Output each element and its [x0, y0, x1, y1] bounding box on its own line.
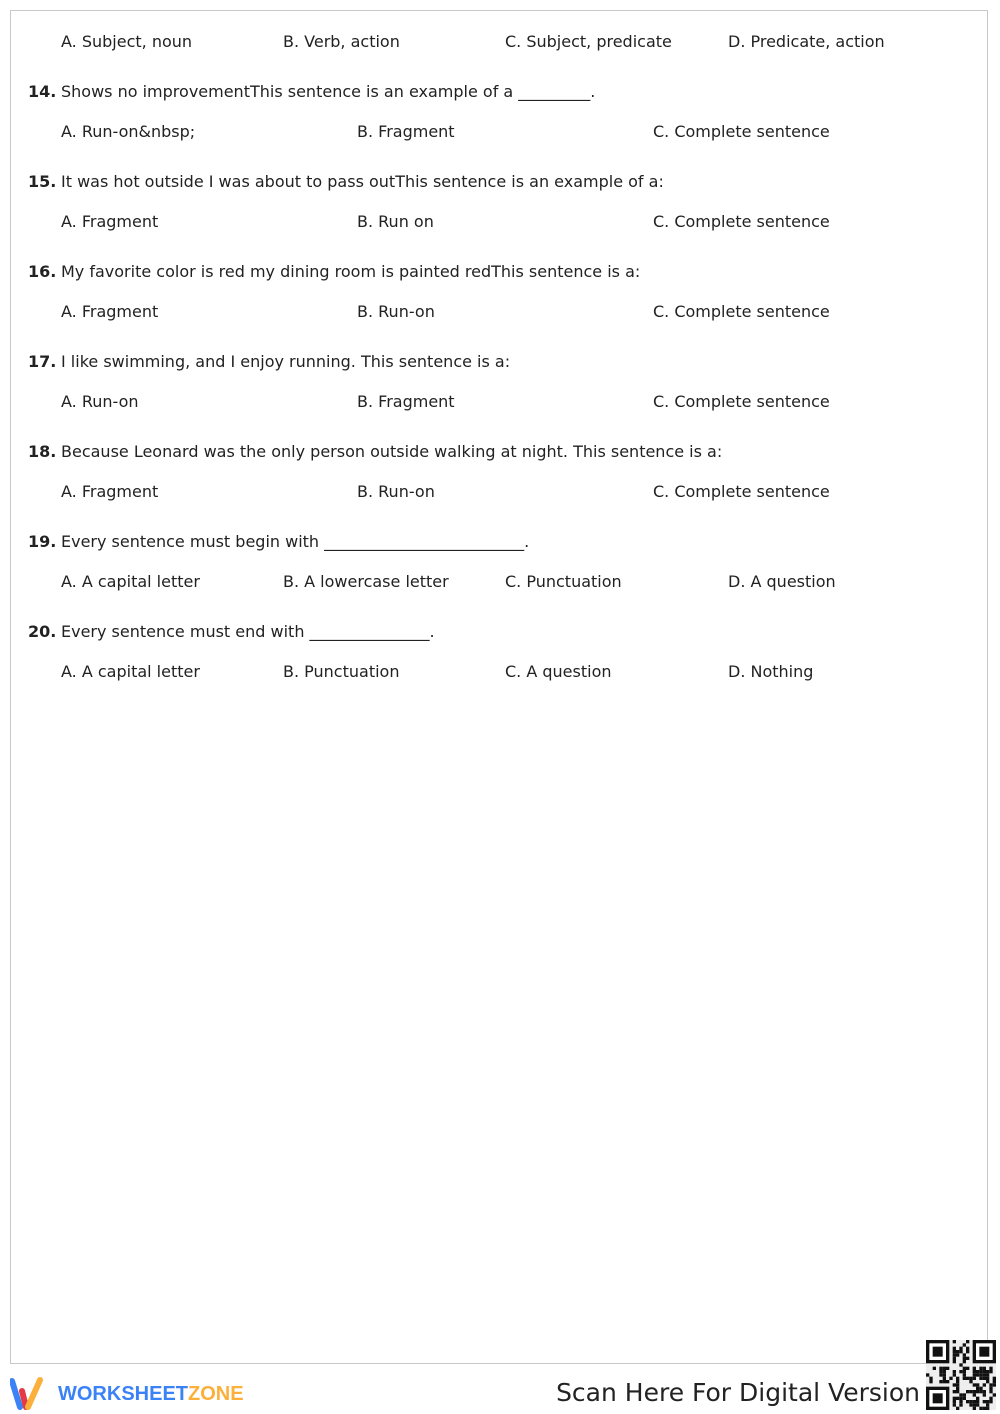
- option-a[interactable]: A. Fragment: [61, 302, 159, 321]
- answer-options: [0, 482, 1000, 532]
- brand-name: WORKSHEETZONE: [58, 1382, 244, 1405]
- answer-options: [0, 572, 1000, 622]
- logo-w-icon: [10, 1377, 50, 1411]
- question: [0, 622, 1000, 662]
- option-d[interactable]: D. Nothing: [728, 662, 814, 681]
- option-c[interactable]: C. Complete sentence: [653, 302, 830, 321]
- question-number: 16.: [28, 262, 57, 281]
- question-number: 15.: [28, 172, 57, 191]
- answer-options: [0, 212, 1000, 262]
- question-text: My favorite color is red my dining room is painted redThis sentence is a:: [61, 262, 641, 281]
- option-a[interactable]: A. Run-on: [61, 392, 139, 411]
- option-b[interactable]: B. Run-on: [357, 302, 435, 321]
- question-number: 14.: [28, 82, 57, 101]
- option-a[interactable]: A. Fragment: [61, 212, 159, 231]
- question-text: Every sentence must end with _______________.: [61, 622, 435, 641]
- question: [0, 352, 1000, 392]
- option-c[interactable]: C. A question: [505, 662, 612, 681]
- qr-code[interactable]: [926, 1340, 996, 1410]
- option-b[interactable]: B. Verb, action: [283, 32, 400, 51]
- option-c[interactable]: C. Complete sentence: [653, 392, 830, 411]
- question: [0, 532, 1000, 572]
- question-text: Because Leonard was the only person outside walking at night. This sentence is a:: [61, 442, 723, 461]
- option-d[interactable]: D. Predicate, action: [728, 32, 885, 51]
- option-b[interactable]: B. Fragment: [357, 122, 455, 141]
- question: [0, 442, 1000, 482]
- question-text: I like swimming, and I enjoy running. This sentence is a:: [61, 352, 511, 371]
- option-a[interactable]: A. Subject, noun: [61, 32, 193, 51]
- question: [0, 172, 1000, 212]
- option-d[interactable]: D. A question: [728, 572, 836, 591]
- option-c[interactable]: C. Punctuation: [505, 572, 622, 591]
- option-b[interactable]: B. Punctuation: [283, 662, 400, 681]
- qr-code-icon: [926, 1340, 996, 1410]
- option-a[interactable]: A. Fragment: [61, 482, 159, 501]
- worksheet-content: [0, 32, 1000, 712]
- question-text: It was hot outside I was about to pass outThis sentence is an example of a:: [61, 172, 664, 191]
- question-number: 17.: [28, 352, 57, 371]
- option-c[interactable]: C. Complete sentence: [653, 212, 830, 231]
- option-a[interactable]: A. A capital letter: [61, 662, 200, 681]
- option-b[interactable]: B. Run-on: [357, 482, 435, 501]
- scan-text: Scan Here For Digital Version: [556, 1378, 920, 1407]
- option-c[interactable]: C. Complete sentence: [653, 122, 830, 141]
- option-a[interactable]: A. Run-on&nbsp;: [61, 122, 196, 141]
- question-text: Shows no improvementThis sentence is an example of a _________.: [61, 82, 596, 101]
- previous-question-options: [0, 32, 1000, 82]
- option-b[interactable]: B. Fragment: [357, 392, 455, 411]
- question-number: 20.: [28, 622, 57, 641]
- option-c[interactable]: C. Subject, predicate: [505, 32, 672, 51]
- question-text: Every sentence must begin with _________________________.: [61, 532, 530, 551]
- answer-options: [0, 302, 1000, 352]
- question-number: 19.: [28, 532, 57, 551]
- answer-options: [0, 392, 1000, 442]
- option-b[interactable]: B. Run on: [357, 212, 434, 231]
- question: [0, 262, 1000, 302]
- option-c[interactable]: C. Complete sentence: [653, 482, 830, 501]
- option-b[interactable]: B. A lowercase letter: [283, 572, 449, 591]
- worksheetzone-logo: [10, 1377, 244, 1411]
- answer-options: [0, 662, 1000, 712]
- option-a[interactable]: A. A capital letter: [61, 572, 200, 591]
- question-number: 18.: [28, 442, 57, 461]
- question: [0, 82, 1000, 122]
- answer-options: [0, 122, 1000, 172]
